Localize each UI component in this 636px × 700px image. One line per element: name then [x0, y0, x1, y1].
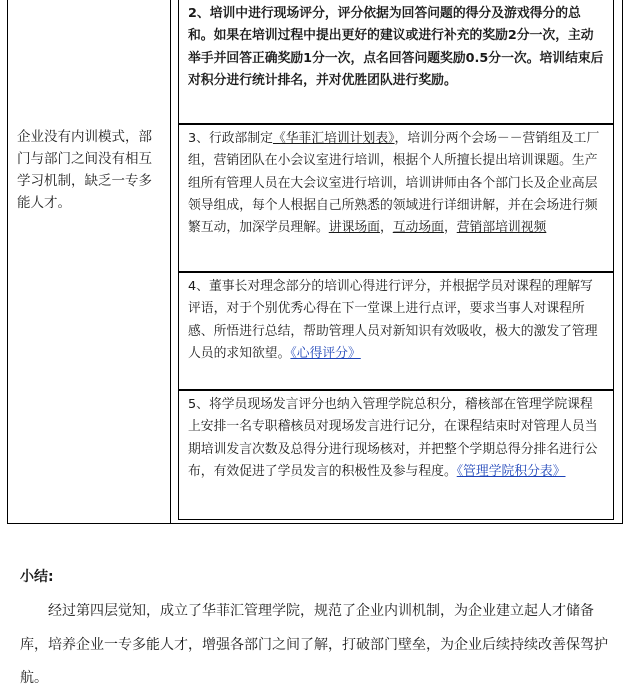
marketing-training-video-link[interactable]: 营销部培训视频: [456, 220, 547, 236]
measures-column: [171, 0, 622, 523]
insight-score-link[interactable]: 《心得评分》: [290, 345, 361, 361]
training-plan-link[interactable]: 《华菲汇培训计划表》: [272, 131, 395, 146]
link-separator: ，: [443, 220, 457, 236]
measure-item-3: [178, 124, 614, 272]
measure-item-5-text: 5、将学员现场发言评分也纳入管理学院总积分，稽核部在管理学院课程上安排一名专职稽核员对现场发言进行记分，在课程结束时对管理人员当期培训发言次数及总得分进行现场核对，并把整个学期总得分排名进行公布，有效促进了学员发言的积极性及参与程度。: [188, 397, 598, 479]
measure-item-3-prefix: 3、行政部制定: [188, 131, 273, 146]
measure-item-4: [178, 272, 614, 390]
measure-item-4-text: 4、董事长对理念部分的培训心得进行评分，并根据学员对课程的理解写评语，对于个别优秀心得在下一堂课上进行点评，要求当事人对课程所感、所悟进行总结，帮助管理人员对新知识有效吸收，极大的激发了管理人员的求知欲望。: [188, 279, 598, 361]
problem-text: 企业没有内训模式，部门与部门之间没有相互学习机制，缺乏一专多能人才。: [17, 129, 152, 211]
lecture-scene-link[interactable]: 讲课场面: [328, 220, 380, 236]
interaction-scene-link[interactable]: 互动场面: [392, 220, 444, 236]
summary-title: 小结:: [20, 569, 54, 585]
measure-item-5: [178, 390, 614, 520]
link-separator: ，: [379, 220, 393, 236]
measure-item-2: [178, 0, 614, 124]
measure-item-3-text: ，培训分两个会场－－营销组及工厂组，营销团队在小会议室进行培训，根据个人所擅长提出培训课题。生产组所有管理人员在大会议室进行培训，培训讲师由各个部门长及企业高层领导组成，每个人根据自己所熟悉的领域进行详细讲解，并在会场进行频繁互动，加深学员理解。: [188, 131, 600, 236]
problem-cell: [8, 0, 171, 523]
academy-points-link[interactable]: 《管理学院积分表》: [456, 463, 566, 479]
measure-item-2-text: 2、培训中进行现场评分，评分依据为回答问题的得分及游戏得分的总和。如果在培训过程中提出更好的建议或进行补充的奖励2分一次，主动举手并回答正确奖励1分一次，点名回答问题奖励0.5分一次。培训结束后对积分进行统计排名，并对优胜团队进行奖励。: [188, 6, 604, 88]
content-table: [7, 0, 623, 524]
summary-paragraph: 经过第四层觉知，成立了华菲汇管理学院，规范了企业内训机制，为企业建立起人才储备库，培养企业一专多能人才，增强各部门之间了解，打破部门壁垒，为企业后续持续改善保驾护航。: [20, 603, 608, 686]
